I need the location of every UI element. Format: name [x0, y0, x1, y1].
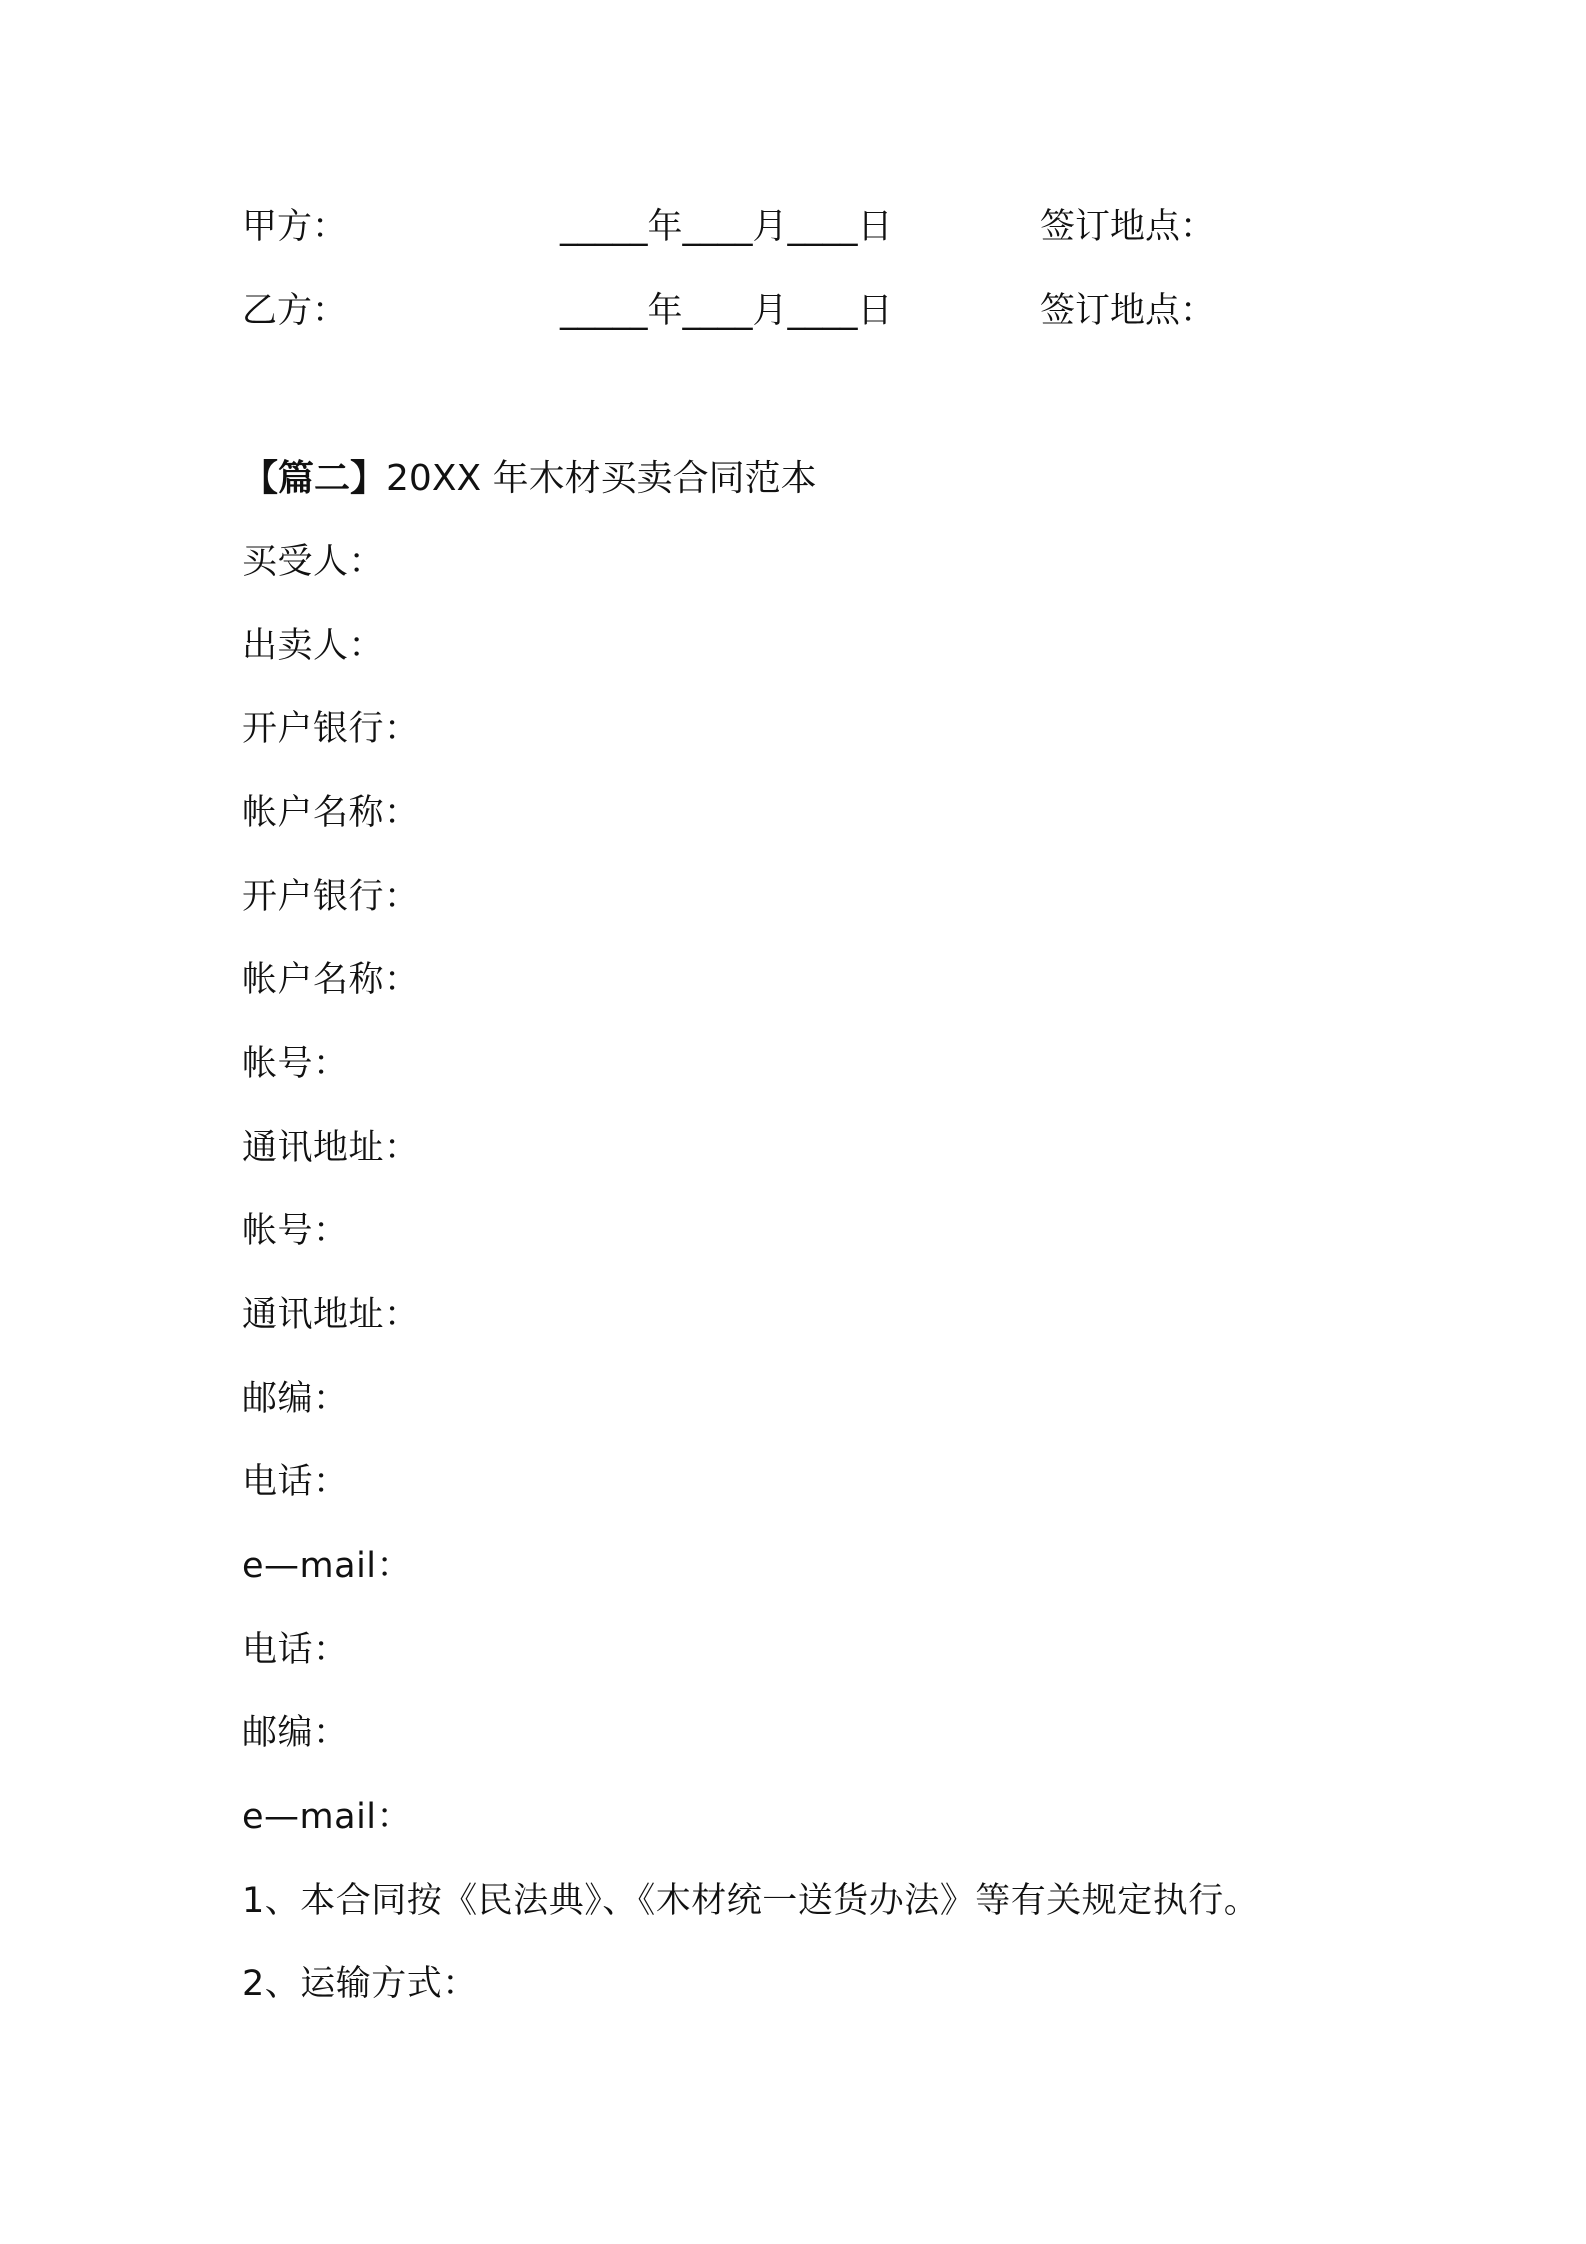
party-b-label: 乙方：: [242, 291, 348, 331]
party-a-place: 签订地点：: [1040, 207, 1216, 247]
field-account-number: 帐号：: [242, 1211, 349, 1251]
section-title: 20XX 年木材买卖合同范本: [386, 458, 817, 499]
section-bracket: 【篇二】: [242, 458, 387, 499]
clause-1: 1、本合同按《民法典》、《木材统一送货办法》等有关规定执行。: [242, 1881, 1260, 1921]
field-address: 通讯地址：: [242, 1128, 420, 1168]
field-postcode: 邮编：: [242, 1713, 349, 1753]
party-b-place: 签订地点：: [1040, 291, 1216, 331]
clause-2: 2、运输方式：: [242, 1964, 478, 2004]
field-bank: 开户银行：: [242, 877, 420, 917]
field-address: 通讯地址：: [242, 1295, 420, 1335]
field-email: e—mail：: [242, 1797, 413, 1837]
field-phone: 电话：: [242, 1630, 349, 1670]
field-seller: 出卖人：: [242, 626, 385, 666]
field-account-name: 帐户名称：: [242, 793, 420, 833]
field-phone: 电话：: [242, 1462, 349, 1502]
party-b-date: _____年____月____日: [560, 291, 893, 331]
section-heading: [242, 455, 817, 503]
field-bank: 开户银行：: [242, 709, 420, 749]
field-postcode: 邮编：: [242, 1379, 349, 1419]
field-account-name: 帐户名称：: [242, 960, 420, 1000]
field-email: e—mail：: [242, 1546, 413, 1586]
party-a-label: 甲方：: [242, 207, 348, 247]
field-buyer: 买受人：: [242, 542, 385, 582]
party-a-date: _____年____月____日: [560, 207, 893, 247]
field-account-number: 帐号：: [242, 1044, 349, 1084]
